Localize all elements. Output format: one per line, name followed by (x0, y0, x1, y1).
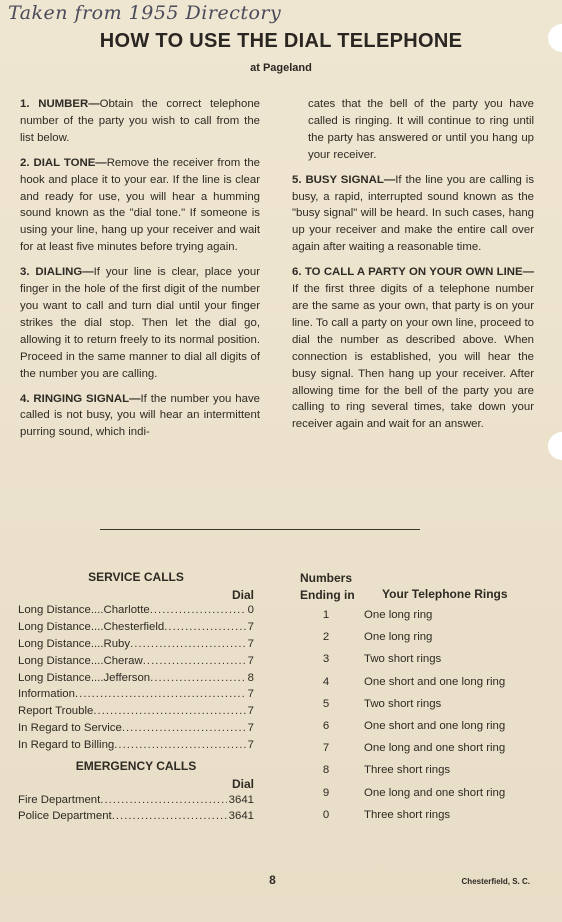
ring-pattern: Two short rings (364, 697, 442, 710)
service-dial: 7 (247, 738, 254, 751)
ring-row (300, 759, 540, 781)
service-row (18, 652, 254, 669)
ring-digit: 3 (322, 653, 330, 666)
footer-location: Chesterfield, S. C. (461, 877, 530, 886)
leader-dots (164, 621, 245, 633)
ring-row (300, 715, 540, 737)
ring-pattern: One long ring (364, 609, 433, 622)
leader-dots (100, 794, 226, 806)
service-row (18, 703, 254, 720)
service-dial: 7 (247, 688, 254, 701)
page-subtitle: at Pageland (250, 62, 312, 74)
header-line: Ending in (300, 588, 355, 602)
service-label: Long Distance....Cheraw (18, 654, 143, 667)
ring-digit: 6 (322, 720, 330, 733)
ring-table-header (300, 570, 540, 604)
ring-row (300, 782, 540, 804)
service-label: In Regard to Billing (18, 738, 115, 751)
service-label: Information (18, 688, 75, 701)
instruction-continuation (292, 96, 534, 164)
item-heading: RINGING SIGNAL— (33, 392, 141, 405)
service-dial: 7 (247, 621, 254, 634)
emergency-row (18, 808, 254, 825)
service-dial: 7 (247, 637, 254, 650)
header-line: Numbers (300, 571, 353, 585)
service-row (18, 619, 254, 636)
leader-dots (75, 688, 246, 700)
service-dial: 8 (247, 671, 254, 684)
service-label: Long Distance....Jefferson (18, 671, 151, 684)
leader-dots (93, 705, 245, 717)
dial-header: Dial (231, 777, 254, 792)
section-divider (100, 529, 420, 530)
instruction-item (20, 96, 260, 147)
item-number: 1. (20, 98, 30, 110)
service-dial: 7 (247, 721, 254, 734)
ring-digit: 5 (322, 697, 330, 710)
ring-row (300, 804, 540, 826)
ring-digit: 2 (322, 631, 330, 644)
ring-pattern: Two short rings (364, 653, 442, 666)
ring-row (300, 648, 540, 670)
emergency-label: Fire Department (18, 793, 101, 806)
item-text: cates that the bell of the party you have called is ringing. It will continue to ring until the party has answered or until you hang up your receiver. (308, 98, 534, 161)
service-row (18, 669, 254, 686)
instruction-item (292, 264, 534, 433)
numbers-ending-header (300, 570, 362, 604)
item-number: 4. (20, 392, 30, 405)
emergency-dial: 3641 (228, 793, 254, 806)
service-row (18, 720, 254, 737)
page-number: 8 (269, 873, 276, 887)
item-heading: DIAL TONE— (33, 156, 107, 169)
ring-row (300, 737, 540, 759)
ring-row (300, 626, 540, 648)
ring-table (300, 570, 540, 826)
ring-digit: 7 (322, 742, 330, 755)
item-text: If your line is clear, place your finger in the hole of the first digit of the number you want to call and turn dial until your finger strikes the dial stop. Then let the dial go, allowing it to return freely to its normal position. Proceed in the same manner to dial all digits of the number you are calling. (20, 266, 260, 380)
service-dial: 7 (247, 654, 254, 667)
item-heading: TO CALL A PARTY ON YOUR OWN LINE— (304, 266, 534, 279)
instructions-right-column (292, 96, 534, 441)
service-label: Report Trouble (18, 705, 94, 718)
item-text: Obtain the correct telephone number of the party you wish to call from the list below. (20, 98, 260, 144)
leader-dots (114, 739, 245, 751)
ring-pattern: One long ring (364, 631, 433, 644)
ring-pattern: One long and one short ring (364, 786, 506, 799)
emergency-dial: 3641 (228, 810, 254, 823)
service-row (18, 686, 254, 703)
service-calls-title: SERVICE CALLS (88, 570, 184, 584)
item-number: 6. (292, 266, 302, 279)
item-text: If the number you have called is not busy, you will hear an intermittent purring sound, which indi- (20, 392, 260, 439)
instruction-item (292, 172, 534, 257)
page-title: HOW TO USE THE DIAL TELEPHONE (99, 30, 463, 52)
item-heading: DIALING— (35, 266, 94, 279)
leader-dots (143, 655, 246, 667)
ring-pattern: One short and one long ring (364, 675, 506, 688)
ring-pattern: One long and one short ring (364, 742, 506, 755)
service-label: In Regard to Service (18, 721, 122, 734)
leader-dots (112, 810, 227, 822)
item-text: Remove the receiver from the hook and place it to your ear. If the line is clear and ready for use, you will hear a humming sound known as the "dial tone." If someone is using your line, hang up your receiver and wait for at least five minutes before trying again. (20, 156, 261, 254)
handwritten-note: Taken from 1955 Directory (8, 2, 282, 24)
ring-digit: 4 (322, 675, 330, 688)
instruction-item (20, 264, 260, 382)
ring-pattern: Three short rings (364, 764, 451, 777)
leader-dots (122, 722, 246, 734)
ring-digit: 8 (322, 764, 330, 777)
ring-row (300, 693, 540, 715)
service-label: Long Distance....Ruby (18, 637, 131, 650)
item-number: 5. (292, 173, 302, 186)
item-heading: BUSY SIGNAL— (305, 173, 396, 186)
instructions-left-column (20, 96, 260, 449)
service-row (18, 736, 254, 753)
leader-dots (130, 638, 246, 650)
service-label: Long Distance....Charlotte (18, 604, 150, 617)
ring-row (300, 671, 540, 693)
item-heading: NUMBER— (38, 98, 100, 110)
binder-hole (548, 432, 562, 460)
item-text: If the line you are calling is busy, a rapid, interrupted sound known as the "busy signal" will be heard. In such cases, hang up your receiver and make the entire call over again after waiting a reasonable time. (292, 173, 535, 254)
service-row (18, 636, 254, 653)
leader-dots (150, 672, 246, 684)
service-label: Long Distance....Chesterfield (18, 621, 165, 634)
item-number: 3. (20, 266, 30, 279)
item-text: If the first three digits of a telephone number are the same as your own, that party is on your line. To call a party on your own line, proceed to dial the number as described above. When connection is established, you will hear the busy signal. Then hang up your receiver. After allowing time for the bell of the party you are calling to ring several times, take down your receiver again and wait for an answer. (292, 283, 534, 431)
rings-header: Your Telephone Rings (382, 587, 508, 601)
ring-digit: 9 (322, 786, 330, 799)
item-number: 2. (20, 156, 30, 169)
ring-row (300, 604, 540, 626)
instruction-item (20, 391, 260, 442)
ring-digit: 0 (322, 808, 330, 821)
service-calls-section (18, 570, 254, 825)
ring-digit: 1 (322, 609, 330, 622)
service-dial: 7 (247, 705, 254, 718)
emergency-calls-title: EMERGENCY CALLS (75, 759, 197, 774)
emergency-label: Police Department (18, 810, 112, 823)
dial-header: Dial (231, 588, 254, 602)
service-dial: 0 (247, 604, 254, 617)
leader-dots (150, 604, 246, 616)
emergency-row (18, 791, 254, 808)
ring-pattern: Three short rings (364, 808, 451, 821)
instruction-item (20, 155, 260, 256)
service-row (18, 602, 254, 619)
ring-pattern: One short and one long ring (364, 720, 506, 733)
